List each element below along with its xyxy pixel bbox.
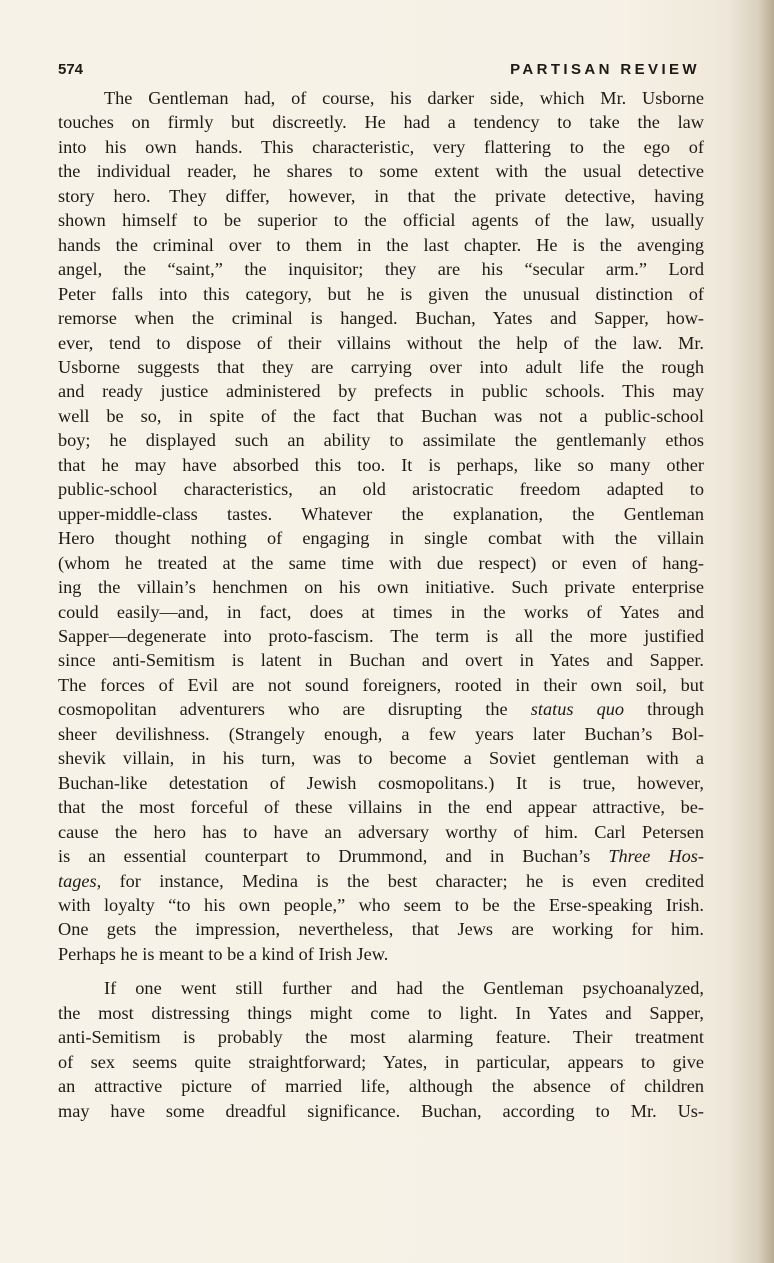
text-line: that he may have absorbed this too. It is perhaps, like so many other: [58, 454, 704, 475]
text-line: sheer devilishness. (Strangely enough, a few years later Buchan’s Bol-: [58, 723, 704, 744]
text-line: cause the hero has to have an adversary worthy of him. Carl Petersen: [58, 821, 704, 842]
text-line: and ready justice administered by prefects in public schools. This may: [58, 381, 704, 402]
text-line: since anti-Semitism is latent in Buchan and overt in Yates and Sapper.: [58, 650, 704, 671]
text-line: touches on firmly but discreetly. He had a tendency to take the law: [58, 112, 704, 133]
text-line: The forces of Evil are not sound foreigners, rooted in their own soil, but: [58, 674, 704, 695]
text-line: angel, the “saint,” the inquisitor; they are his “secular arm.” Lord: [58, 259, 704, 280]
text-line: anti-Semitism is probably the most alarming feature. Their treatment: [58, 1027, 704, 1048]
text-line: Perhaps he is meant to be a kind of Irish Jew.: [58, 943, 389, 964]
text-line: may have some dreadful significance. Buchan, according to Mr. Us-: [58, 1100, 704, 1121]
text-line: shevik villain, in his turn, was to become a Soviet gentleman with a: [58, 748, 704, 769]
text-line: Buchan-like detestation of Jewish cosmopolitans.) It is true, however,: [58, 772, 704, 793]
text-line: Hero thought nothing of engaging in single combat with the villain: [58, 528, 704, 549]
text-line: of sex seems quite straightforward; Yates, in particular, appears to give: [58, 1051, 704, 1072]
text-line: ever, tend to dispose of their villains without the help of the law. Mr.: [58, 332, 704, 353]
italic-text: tages,: [58, 870, 102, 891]
text-line: (whom he treated at the same time with due respect) or even of hang-: [58, 552, 704, 573]
text-line: public-school characteristics, an old aristocratic freedom adapted to: [58, 479, 704, 500]
text-line: One gets the impression, nevertheless, that Jews are working for him.: [58, 919, 704, 940]
text-line: The Gentleman had, of course, his darker side, which Mr. Usborne: [104, 88, 704, 108]
italic-text: status quo: [530, 699, 624, 720]
page-number: 574: [58, 60, 84, 78]
paragraph-gap: [58, 966, 704, 976]
text-line: could easily—and, in fact, does at times in the works of Yates and: [58, 601, 704, 622]
text-line: story hero. They differ, however, in that the private detective, having: [58, 185, 704, 206]
text-line: is an essential counterpart to Drummond, and in Buchan’s Three Hos-: [58, 846, 704, 867]
text-line: into his own hands. This characteristic, very flattering to the ego of: [58, 136, 704, 157]
text-line: boy; he displayed such an ability to assimilate the gentlemanly ethos: [58, 430, 704, 451]
text-line: that the most forceful of these villains in the end appear attractive, be-: [58, 797, 704, 818]
text-line: ing the villain’s henchmen on his own initiative. Such private enterprise: [58, 577, 704, 598]
body-text: [58, 86, 704, 1123]
text-line: well be so, in spite of the fact that Buchan was not a public-school: [58, 405, 704, 426]
text-line: upper-middle-class tastes. Whatever the explanation, the Gentleman: [58, 503, 704, 524]
paragraph-1: [58, 86, 704, 966]
paragraph-2: [58, 976, 704, 1123]
text-line: shown himself to be superior to the official agents of the law, usually: [58, 210, 704, 231]
running-head: [58, 58, 700, 80]
text-line: Peter falls into this category, but he is given the unusual distinction of: [58, 283, 704, 304]
text-line: cosmopolitan adventurers who are disrupting the status quo through: [58, 699, 704, 720]
italic-text: Three Hos-: [608, 846, 704, 867]
text-line: If one went still further and had the Gentleman psychoanalyzed,: [104, 978, 704, 999]
text-line: remorse when the criminal is hanged. Buchan, Yates and Sapper, how-: [58, 308, 704, 329]
text-line: hands the criminal over to them in the last chapter. He is the avenging: [58, 234, 704, 255]
text-line: an attractive picture of married life, although the absence of children: [58, 1076, 704, 1097]
text-line: Sapper—degenerate into proto-fascism. The term is all the more justified: [58, 625, 704, 646]
text-line: tages, for instance, Medina is the best character; he is even credited: [58, 870, 704, 891]
text-line: the individual reader, he shares to some extent with the usual detective: [58, 161, 704, 182]
text-line: the most distressing things might come to light. In Yates and Sapper,: [58, 1002, 704, 1023]
text-line: with loyalty “to his own people,” who seem to be the Erse-speaking Irish.: [58, 894, 704, 915]
text-line: Usborne suggests that they are carrying over into adult life the rough: [58, 356, 704, 377]
journal-title: PARTISAN REVIEW: [510, 60, 700, 78]
